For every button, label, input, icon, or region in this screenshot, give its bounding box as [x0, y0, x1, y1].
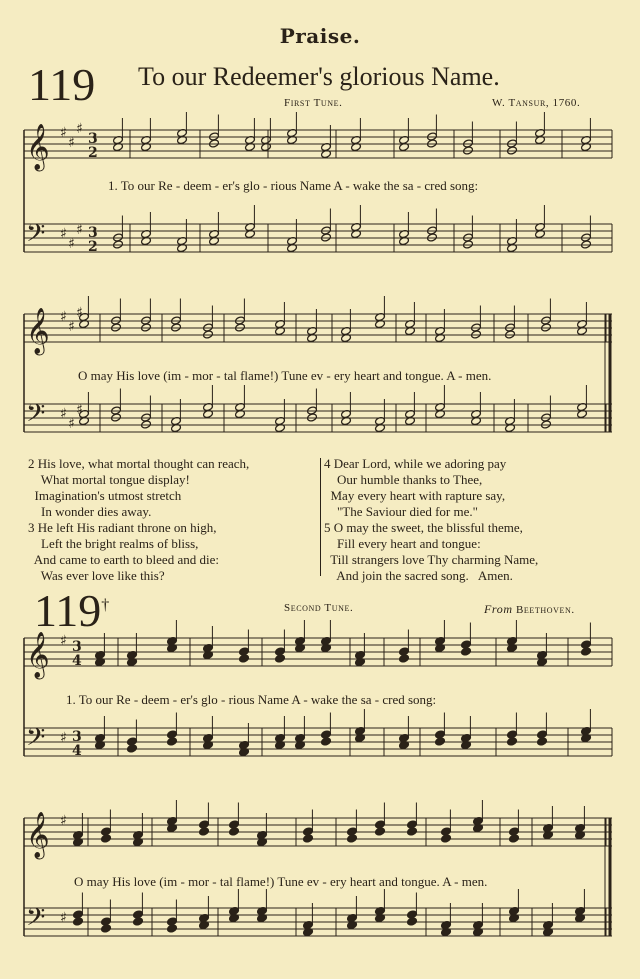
bass-staff	[24, 224, 612, 252]
verse-3: 3 He left His radiant throne on high, Left the bright realms of bliss, And came to earth to bleed and die: Was ever love like this?	[28, 520, 219, 583]
bass-staff	[24, 728, 612, 756]
note-head	[347, 834, 358, 843]
sharp-icon: ♯	[60, 309, 67, 325]
bass-clef-icon: 𝄢	[26, 219, 46, 254]
verse-5: 5 O may the sweet, the blissful theme, Fill every heart and tongue: Till strangers love Thy charming Name, And join the sacred song. Amen.	[324, 520, 539, 583]
treble-staff	[24, 314, 612, 342]
note-head	[509, 834, 520, 843]
treble-clef-icon: 𝄞	[26, 632, 50, 678]
note-head	[435, 737, 446, 746]
bass-staff	[24, 908, 612, 936]
sharp-icon: ♯	[76, 305, 83, 321]
verse-2: 2 His love, what mortal thought can reach, What mortal tongue display! Imagination's utmost stretch In wonder dies away.	[28, 456, 250, 519]
note-head	[399, 654, 410, 663]
hymn-number-2: 119†	[34, 585, 110, 636]
sharp-icon: ♯	[68, 416, 75, 432]
time-signature-bottom: 2	[88, 239, 98, 255]
note-head	[167, 737, 178, 746]
time-signature-top: 3	[72, 639, 82, 655]
lyric-line-1: 1. To our Re - deem - er's glo - rious Name A - wake the sa - cred song:	[108, 178, 479, 193]
composer-credit: W. Tansur, 1760.	[492, 97, 581, 109]
composer-credit-2	[484, 602, 575, 617]
music-system-1	[0, 112, 640, 282]
sharp-icon: ♯	[76, 402, 83, 418]
note-head	[537, 737, 548, 746]
lyric-line-3: 1. To our Re - deem - er's glo - rious Name A - wake the sa - cred song:	[66, 692, 437, 707]
note-head	[133, 917, 144, 926]
note-head	[321, 737, 332, 746]
treble-staff	[24, 638, 612, 666]
note-head	[275, 654, 286, 663]
note-head	[441, 834, 452, 843]
treble-clef-icon: 𝄞	[26, 124, 50, 170]
sharp-icon: ♯	[76, 222, 83, 238]
time-signature-bottom: 2	[88, 145, 98, 161]
note-head	[167, 924, 178, 933]
sharp-icon: ♯	[68, 135, 75, 151]
note-head	[73, 917, 84, 926]
note-head	[407, 917, 418, 926]
verse-4: 4 Dear Lord, while we adoring pay Our humble thanks to Thee, May every heart with rapture say, "The Saviour died for me."	[324, 456, 507, 519]
tune-label-2: Second Tune.	[284, 602, 354, 614]
treble-staff	[24, 818, 612, 846]
sharp-icon: ♯	[76, 121, 83, 137]
note-head	[375, 827, 386, 836]
note-head	[101, 924, 112, 933]
time-signature-top: 3	[88, 131, 98, 147]
dagger-mark: †	[101, 596, 110, 614]
composer-name: Beethoven.	[515, 604, 575, 616]
bass-clef-icon: 𝄢	[26, 903, 46, 938]
hymn-title: To our Redeemer's glorious Name.	[138, 62, 500, 91]
sharp-icon: ♯	[60, 813, 67, 829]
sharp-icon: ♯	[68, 319, 75, 335]
lyric-line-2: O may His love (im - mor - tal flame!) Tune ev - ery heart and tongue. A - men.	[78, 368, 492, 383]
treble-staff	[24, 130, 612, 158]
composer-prefix: From	[484, 602, 513, 616]
treble-clef-icon: 𝄞	[26, 812, 50, 858]
sharp-icon: ♯	[68, 236, 75, 252]
tune-label: First Tune.	[284, 97, 343, 109]
hymn-number: 119	[28, 59, 96, 110]
note-head	[101, 834, 112, 843]
sharp-icon: ♯	[60, 633, 67, 649]
note-head	[407, 827, 418, 836]
note-head	[239, 654, 250, 663]
time-signature-bottom: 4	[72, 653, 82, 669]
note-head	[581, 647, 592, 656]
sharp-icon: ♯	[60, 730, 67, 746]
time-signature-top: 3	[72, 729, 82, 745]
note-head	[199, 827, 210, 836]
lyric-line-4: O may His love (im - mor - tal flame!) Tune ev - ery heart and tongue. A - men.	[74, 874, 488, 889]
sharp-icon: ♯	[60, 406, 67, 422]
bass-staff	[24, 404, 612, 432]
treble-clef-icon: 𝄞	[26, 308, 50, 354]
note-head	[303, 834, 314, 843]
bass-clef-icon: 𝄢	[26, 399, 46, 434]
note-head	[127, 744, 138, 753]
sharp-icon: ♯	[60, 910, 67, 926]
sharp-icon: ♯	[60, 125, 67, 141]
note-head	[461, 647, 472, 656]
page-header: Praise.	[279, 24, 361, 48]
note-head	[229, 827, 240, 836]
verse-divider	[320, 458, 321, 576]
time-signature-bottom: 4	[72, 743, 82, 759]
bass-clef-icon: 𝄢	[26, 723, 46, 758]
note-head	[581, 240, 592, 249]
note-head	[507, 737, 518, 746]
sharp-icon: ♯	[60, 226, 67, 242]
time-signature-top: 3	[88, 225, 98, 241]
